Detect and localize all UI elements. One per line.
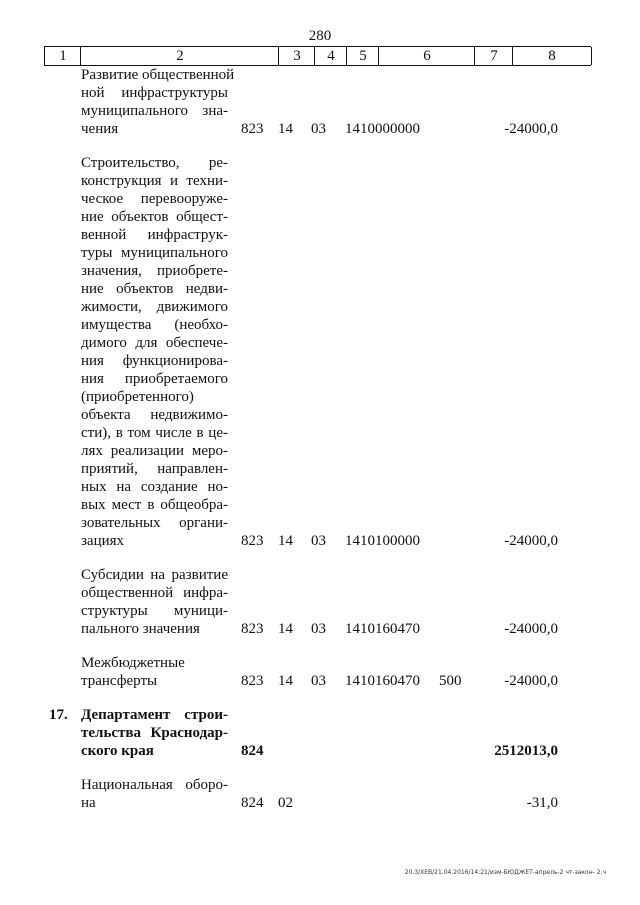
- row-col-3: 824: [241, 743, 264, 759]
- row-col-7: 500: [439, 673, 462, 689]
- row-description: [81, 66, 235, 138]
- row-col-6: 1410160470: [345, 673, 420, 689]
- description-line: Департамент строи-: [81, 707, 228, 723]
- table-header-row: [44, 46, 591, 66]
- row-amount: 2512013,0: [494, 743, 558, 759]
- description-line: Развитие общественной: [81, 67, 235, 83]
- row-amount: -24000,0: [504, 673, 558, 689]
- row-description: [81, 776, 228, 812]
- header-col-2: 2: [80, 47, 279, 65]
- description-line: венной инфраструк-: [81, 227, 228, 243]
- description-line: приятий, направлен-: [81, 461, 228, 477]
- row-col-4: 02: [278, 795, 293, 811]
- row-description: [81, 706, 228, 760]
- header-col-4: 4: [314, 47, 347, 65]
- description-line: имущества (необхо-: [81, 317, 228, 333]
- description-line: пального значения: [81, 621, 200, 637]
- row-col-3: 823: [241, 121, 264, 137]
- description-line: ния функционирова-: [81, 353, 228, 369]
- description-line: ния приобретаемого: [81, 371, 228, 387]
- row-amount: -24000,0: [504, 621, 558, 637]
- row-col-5: 03: [311, 621, 326, 637]
- description-line: зовательных органи-: [81, 515, 228, 531]
- description-line: димого для обеспече-: [81, 335, 228, 351]
- page-number: 280: [308, 28, 332, 44]
- description-line: Субсидии на развитие: [81, 567, 228, 583]
- description-line: трансферты: [81, 673, 158, 689]
- header-col-3: 3: [278, 47, 315, 65]
- description-line: Строительство, ре-: [81, 155, 228, 171]
- header-col-8: 8: [512, 47, 592, 65]
- description-line: муниципального зна-: [81, 103, 228, 119]
- row-col-4: 14: [278, 533, 293, 549]
- description-line: ных на создание но-: [81, 479, 228, 495]
- description-line: жимости, движимого: [81, 299, 228, 315]
- description-line: лях реализации меро-: [81, 443, 228, 459]
- row-amount: -24000,0: [504, 121, 558, 137]
- row-col-3: 823: [241, 673, 264, 689]
- row-description: [81, 566, 228, 638]
- header-col-6: 6: [378, 47, 475, 65]
- row-description: [81, 654, 228, 690]
- description-line: тельства Краснодар-: [81, 725, 228, 741]
- row-amount: -24000,0: [504, 533, 558, 549]
- description-line: ной инфраструктуры: [81, 85, 228, 101]
- header-col-1: 1: [44, 47, 81, 65]
- header-col-5: 5: [346, 47, 379, 65]
- row-description: [81, 154, 228, 550]
- description-line: туры муниципального: [81, 245, 228, 261]
- row-col-5: 03: [311, 533, 326, 549]
- row-col-3: 824: [241, 795, 264, 811]
- description-line: (приобретенного): [81, 389, 194, 405]
- description-line: ского края: [81, 743, 154, 759]
- row-col-5: 03: [311, 121, 326, 137]
- description-line: значения, приобрете-: [81, 263, 228, 279]
- row-col-6: 1410100000: [345, 533, 420, 549]
- row-col-3: 823: [241, 533, 264, 549]
- description-line: общественной инфра-: [81, 585, 228, 601]
- row-col-6: 1410160470: [345, 621, 420, 637]
- description-line: сти), в том числе в це-: [81, 425, 228, 441]
- row-col-6: 1410000000: [345, 121, 420, 137]
- description-line: ние объектов общест-: [81, 209, 228, 225]
- row-col-5: 03: [311, 673, 326, 689]
- description-line: объекта недвижимо-: [81, 407, 228, 423]
- description-line: на: [81, 795, 96, 811]
- header-col-7: 7: [474, 47, 513, 65]
- description-line: Межбюджетные: [81, 655, 185, 671]
- row-col-3: 823: [241, 621, 264, 637]
- row-col-4: 14: [278, 121, 293, 137]
- description-line: конструкция и техни-: [81, 173, 228, 189]
- description-line: структуры муници-: [81, 603, 228, 619]
- description-line: чения: [81, 121, 119, 137]
- row-col-4: 14: [278, 621, 293, 637]
- description-line: зациях: [81, 533, 125, 549]
- row-amount: -31,0: [526, 795, 558, 811]
- description-line: Национальная оборо-: [81, 777, 228, 793]
- description-line: ние объектов недви-: [81, 281, 228, 297]
- section-number: 17.: [49, 707, 68, 723]
- description-line: вых мест в общеобра-: [81, 497, 228, 513]
- description-line: ческое перевооруже-: [81, 191, 228, 207]
- row-col-4: 14: [278, 673, 293, 689]
- footer-doc-id: 20.3/ХЕВ/21.04.2016/14:21/изм-БЮДЖЕТ-апрель-2 чт-закон- 2.ч: [404, 869, 606, 876]
